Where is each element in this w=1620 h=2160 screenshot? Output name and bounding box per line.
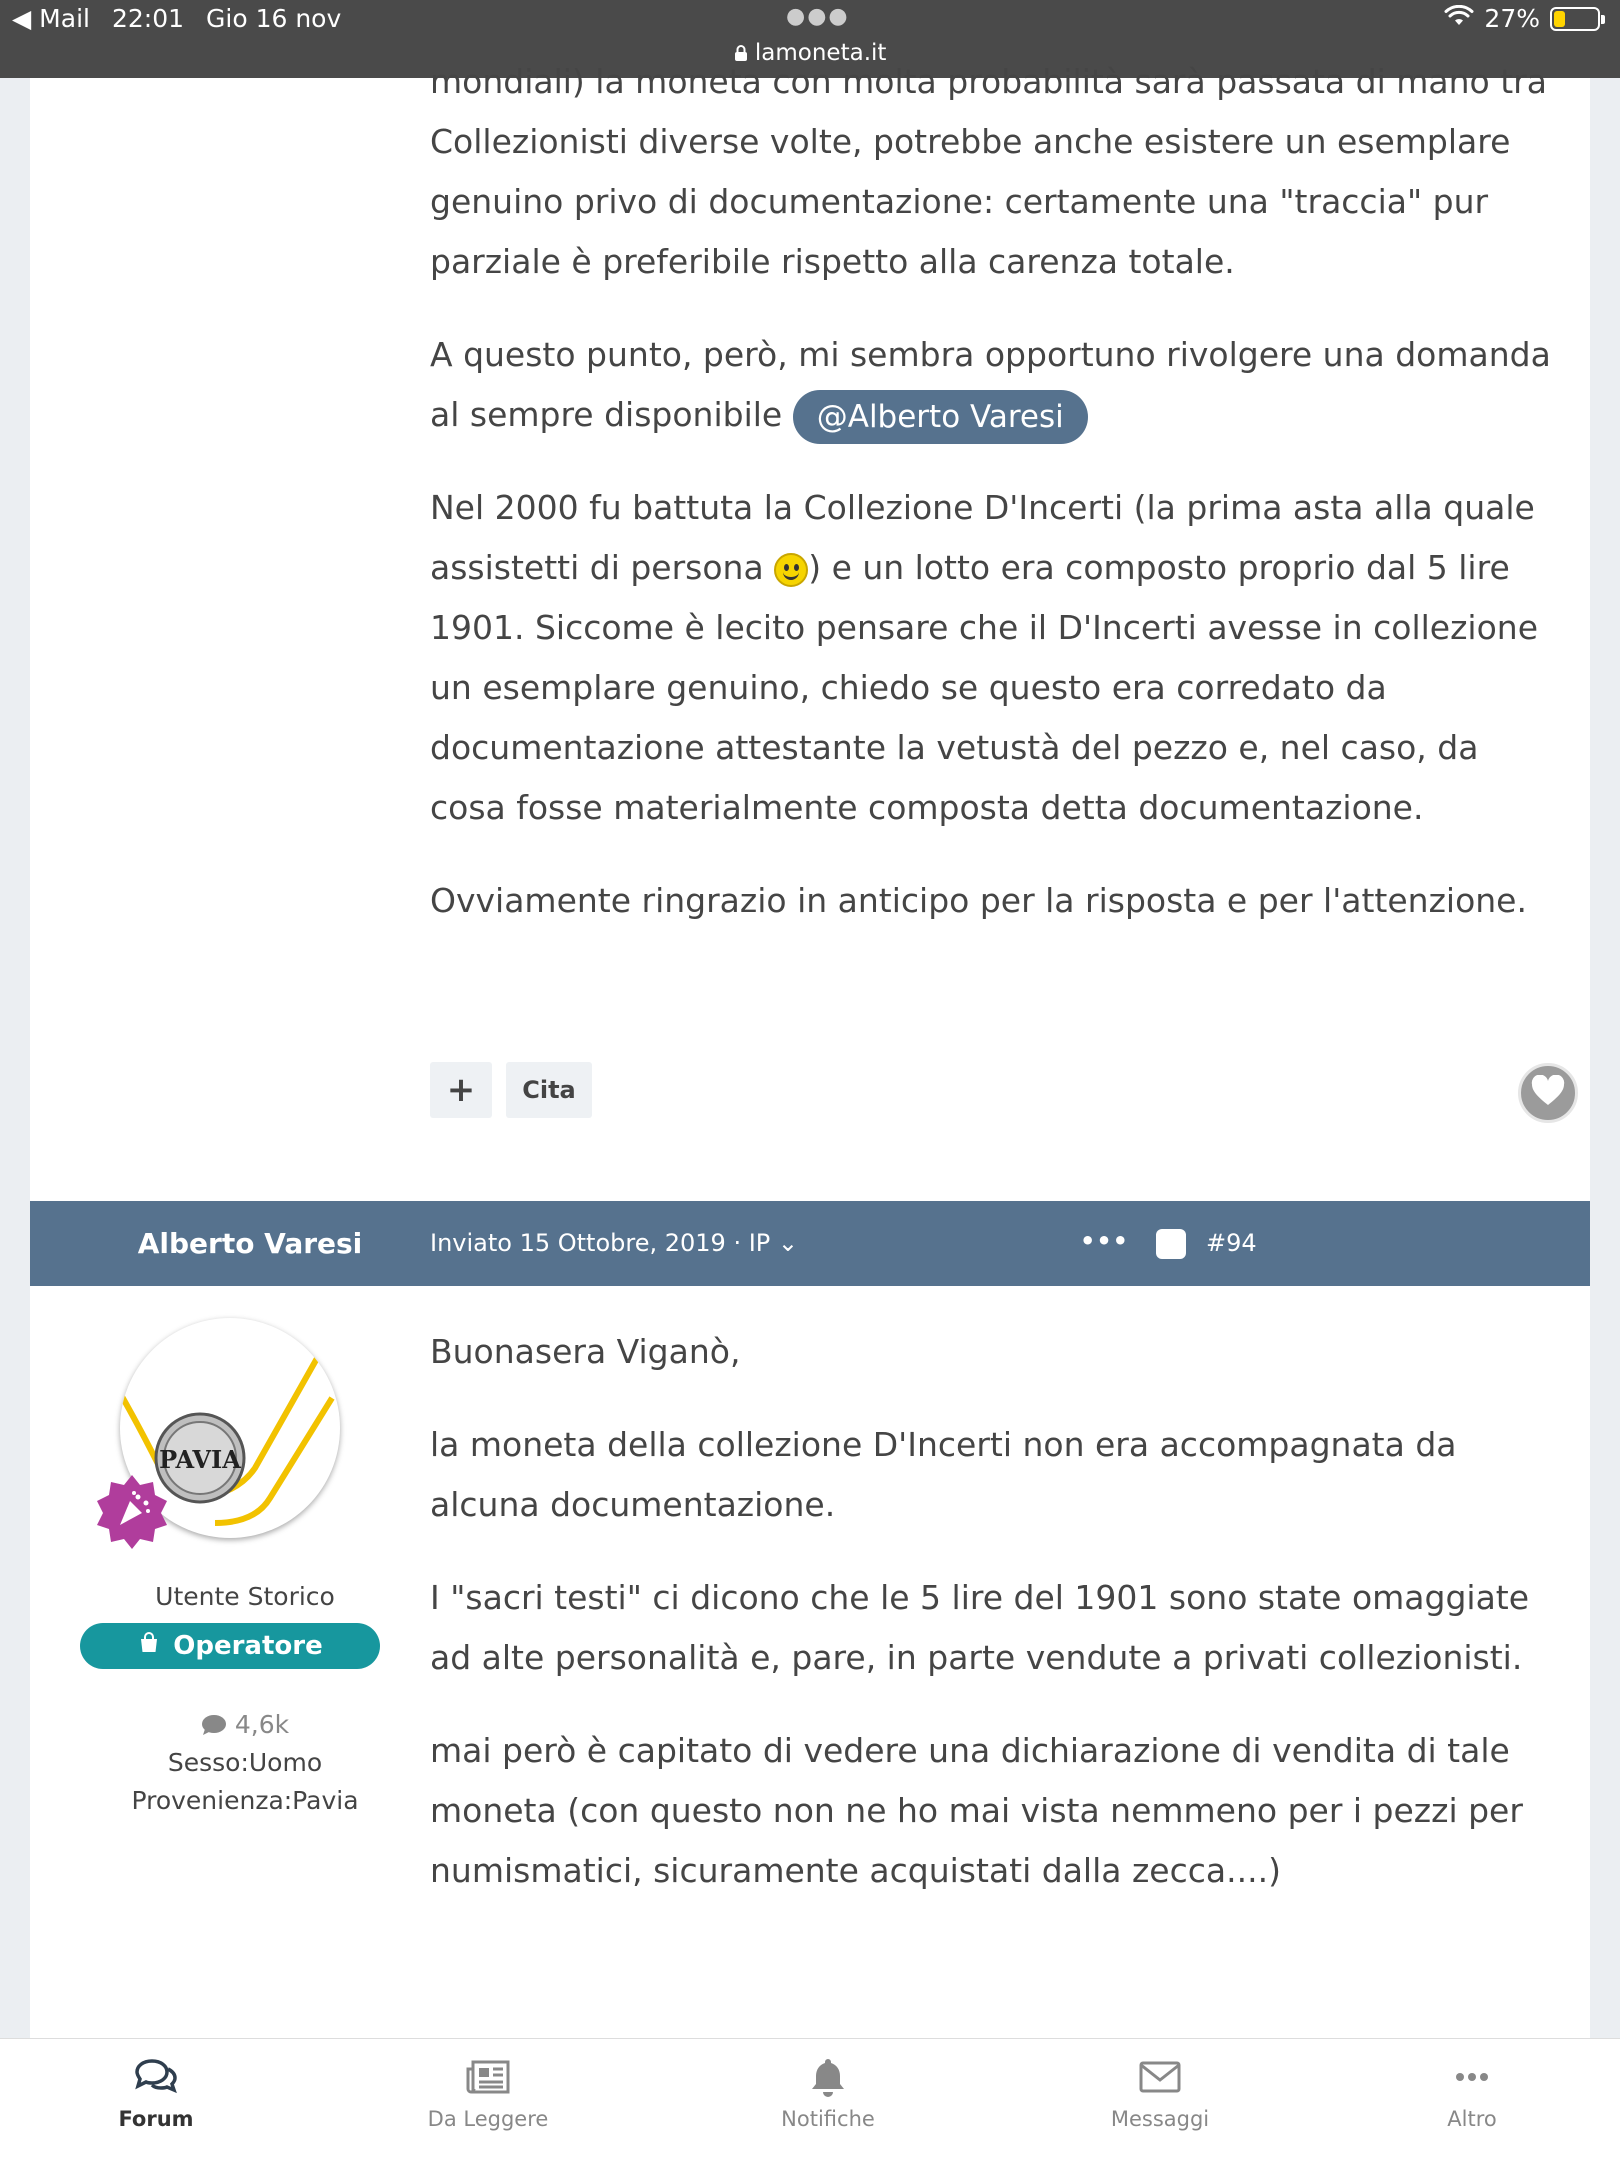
post-select-checkbox[interactable]: [1156, 1229, 1186, 1259]
nav-notifiche[interactable]: [728, 2053, 928, 2131]
profile-gender: Sesso:Uomo: [167, 1748, 323, 1777]
more-icon: [1372, 2053, 1572, 2101]
nav-da-leggere[interactable]: [388, 2053, 588, 2131]
post-count-value: 4,6k: [234, 1710, 290, 1739]
post-paragraph: [430, 478, 1560, 838]
battery-percent: 27%: [1484, 4, 1540, 33]
nav-label: Notifiche: [781, 2107, 875, 2131]
post-options-button[interactable]: •••: [1080, 1227, 1130, 1255]
comment-icon: [201, 1710, 235, 1739]
shopping-bag-icon: [137, 1631, 161, 1662]
group-badge: [80, 1623, 380, 1669]
rank-badge-icon[interactable]: [94, 1473, 170, 1549]
post-paragraph: la moneta della collezione D'Incerti non era accompagnata da alcuna documentazione.: [430, 1425, 1457, 1524]
post-paragraph: I "sacri testi" ci dicono che le 5 lire del 1901 sono state omaggiate ad alte personalità e, pare, in parte vendute a privati collezionisti.: [430, 1578, 1530, 1677]
post-number-link[interactable]: #94: [1206, 1229, 1257, 1257]
url-text: lamoneta.it: [754, 40, 887, 66]
post-94-header: [30, 1201, 1590, 1286]
post-paragraph: mai però è capitato di vedere una dichiarazione di vendita di tale moneta (con questo non ne ho mai vista nemmeno per i pezzi per numismatici, sicuramente acquistati dalla zecca....): [430, 1731, 1523, 1890]
avatar-coin-text: PAVIA: [159, 1445, 241, 1474]
paragraph-text: A questo punto, però, mi sembra opportuno rivolgere una domanda al sempre disponibile: [430, 335, 1551, 434]
multitasking-dots-icon[interactable]: ●●●: [786, 4, 850, 29]
paragraph-text: ) e un lotto era composto proprio dal 5 lire 1901. Siccome è lecito pensare che il D'Incerti avesse in collezione un esemplare genuino, chiedo se questo era corredato da documentazione attestante la vetustà del pezzo e, nel caso, da cosa fosse materialmente composta detta documentazione.: [430, 548, 1538, 827]
nav-forum[interactable]: [56, 2053, 256, 2131]
author-name-link[interactable]: Alberto Varesi: [137, 1227, 363, 1260]
nav-label: Da Leggere: [427, 2107, 549, 2131]
battery-icon: [1550, 7, 1600, 31]
wifi-icon: [1444, 4, 1474, 33]
post-paragraph: Ovviamente ringrazio in anticipo per la risposta e per l'attenzione.: [430, 881, 1527, 920]
nav-label: Messaggi: [1110, 2107, 1210, 2131]
multiquote-button[interactable]: +: [430, 1062, 492, 1118]
nav-label: Altro: [1447, 2107, 1497, 2131]
mention-alberto-varesi[interactable]: @Alberto Varesi: [793, 390, 1088, 444]
bell-icon: [728, 2053, 928, 2101]
like-button[interactable]: [1518, 1063, 1578, 1123]
chat-icon: [56, 2053, 256, 2101]
group-label: Operatore: [173, 1631, 323, 1661]
nav-label: Forum: [118, 2107, 194, 2131]
post-94-body: [430, 1322, 1560, 1934]
post-count[interactable]: [30, 1710, 430, 1739]
nav-messaggi[interactable]: [1060, 2053, 1260, 2131]
post-paragraph: [430, 325, 1560, 445]
bottom-navigation: [0, 2038, 1620, 2160]
profile-location: Provenienza:Pavia: [131, 1786, 359, 1815]
nav-altro[interactable]: [1372, 2053, 1572, 2131]
topic-content: [30, 62, 1590, 2038]
heart-icon: [1530, 1075, 1566, 1111]
status-date: Gio 16 nov: [206, 4, 342, 33]
post-93-body: [430, 52, 1560, 964]
user-title: Utente Storico: [155, 1582, 335, 1611]
post-date-link[interactable]: Inviato 15 Ottobre, 2019 · IP ⌄: [430, 1229, 799, 1257]
post-paragraph: Buonasera Viganò,: [430, 1332, 741, 1371]
status-time: 22:01: [111, 4, 185, 33]
back-to-mail-link[interactable]: ◀ Mail: [12, 4, 90, 33]
newspaper-icon: [388, 2053, 588, 2101]
paragraph-text: Nel 2000 fu battuta la Collezione D'Incerti (la prima asta alla quale assistetti di persona: [430, 488, 1535, 587]
smiley-icon: [774, 553, 808, 587]
quote-button[interactable]: Cita: [506, 1062, 592, 1118]
post-paragraph: mondiali) la moneta con molta probabilità sarà passata di mano tra Collezionisti diverse volte, potrebbe anche esistere un esemplare genuino privo di documentazione: certamente una "traccia" pur parziale è preferibile rispetto alla carenza totale.: [430, 62, 1547, 281]
post-actions: [430, 1062, 592, 1118]
envelope-icon: [1060, 2053, 1260, 2101]
